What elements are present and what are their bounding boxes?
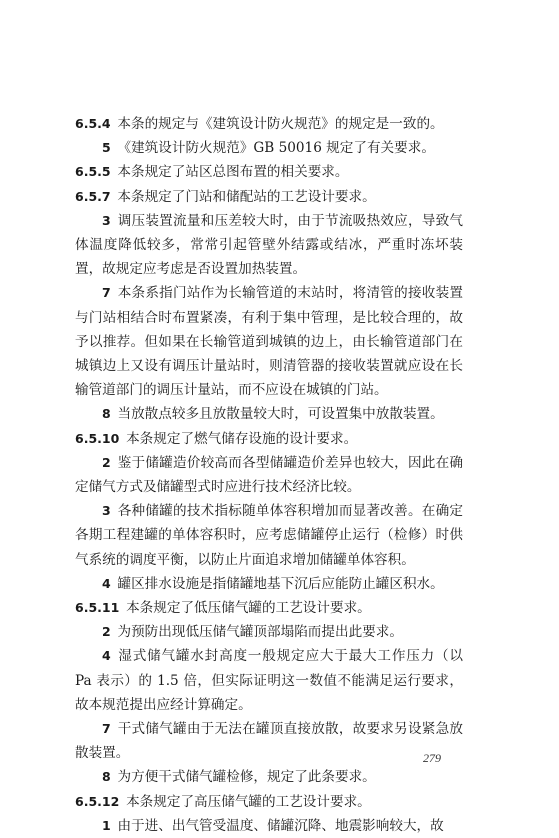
paragraph xyxy=(75,572,463,596)
clause-number: 4 xyxy=(102,575,111,591)
clause-text: 本条规定了门站和储配站的工艺设计要求。 xyxy=(117,188,376,205)
clause-text: 本条规定了低压储气罐的工艺设计要求。 xyxy=(126,600,371,617)
clause-number: 3 xyxy=(102,503,111,519)
clause-text: 调压装置流量和压差较大时，由于节流吸热效应，导致气体温度降低较多，常常引起管壁外结露或结冰，严重时冻坏装置，故规定应考虑是否设置加热装置。 xyxy=(75,212,463,278)
paragraph xyxy=(75,765,463,789)
paragraph xyxy=(75,499,463,572)
clause-number: 1 xyxy=(102,817,111,833)
clause-number: 6.5.12 xyxy=(75,793,120,809)
clause-text: 干式储气罐由于无法在罐顶直接放散，故要求另设紧急放散装置。 xyxy=(75,721,463,762)
paragraph xyxy=(75,160,463,184)
clause-number: 7 xyxy=(102,721,111,737)
clause-text: 本条规定了高压储气罐的工艺设计要求。 xyxy=(126,793,371,810)
page-number: 279 xyxy=(423,751,441,765)
clause-number: 6.5.10 xyxy=(75,430,120,446)
paragraph xyxy=(75,281,463,402)
clause-text: 本条系指门站作为长输管道的末站时，将清管的接收装置与门站相结合时布置紧凑，有利于集中管理，是比较合理的，故予以推荐。但如果在长输管道到城镇的边上，由长输管道部门在城镇边上又设有调压计量站时，则清管器的接收装置就应设在长输管道部门的调压计量站，而不应设在城镇的门站。 xyxy=(75,285,463,399)
clause-text: 本条规定了燃气储存设施的设计要求。 xyxy=(126,430,358,447)
paragraph xyxy=(75,814,463,838)
clause-text: 由于进、出气管受温度、储罐沉降、地震影响较大，故 xyxy=(117,817,444,834)
clause-number: 6.5.4 xyxy=(75,116,111,131)
body-text xyxy=(75,112,463,838)
paragraph xyxy=(75,112,463,136)
clause-text: 为方便干式储气罐检修，规定了此条要求。 xyxy=(117,769,376,786)
clause-number: 6.5.5 xyxy=(75,164,111,180)
clause-text: 本条规定了站区总图布置的相关要求。 xyxy=(117,164,349,181)
clause-number: 2 xyxy=(102,624,111,640)
clause-number: 6.5.11 xyxy=(75,600,120,616)
paragraph xyxy=(75,402,463,426)
clause-number: 8 xyxy=(102,406,111,422)
clause-number: 6.5.7 xyxy=(75,188,111,204)
clause-text: 为预防出现低压储气罐顶部塌陷而提出此要求。 xyxy=(117,624,403,641)
clause-text: 当放散点较多且放散量较大时，可设置集中放散装置。 xyxy=(117,406,444,423)
clause-text: 鉴于储罐造价较高而各型储罐造价差异也较大，因此在确定储气方式及储罐型式时应进行技术经济比较。 xyxy=(75,454,463,496)
clause-number: 5 xyxy=(102,140,111,156)
clause-text: 各种储罐的技术指标随单体容积增加而显著改善。在确定各期工程建罐的单体容积时，应考虑储罐停止运行（检修）时供气系统的调度平衡，以防止片面追求增加储罐单体容积。 xyxy=(75,503,463,568)
clause-text: 本条的规定与《建筑设计防火规范》的规定是一致的。 xyxy=(117,116,444,132)
paragraph xyxy=(75,209,463,282)
paragraph xyxy=(75,717,463,765)
paragraph xyxy=(75,185,463,209)
clause-text: 《建筑设计防火规范》GB 50016 规定了有关要求。 xyxy=(117,140,435,157)
clause-number: 4 xyxy=(102,648,111,664)
paragraph xyxy=(75,790,463,814)
paragraph xyxy=(75,427,463,451)
paragraph xyxy=(75,620,463,644)
clause-number: 8 xyxy=(102,769,111,785)
clause-number: 3 xyxy=(102,212,111,228)
clause-text: 罐区排水设施是指储罐地基下沉后应能防止罐区积水。 xyxy=(117,575,444,592)
clause-text: 湿式储气罐水封高度一般规定应大于最大工作压力（以 Pa 表示）的 1.5 倍，但实际证明这一数值不能满足运行要求，故本规范提出应经计算确定。 xyxy=(75,648,463,713)
paragraph xyxy=(75,136,463,160)
clause-number: 2 xyxy=(102,454,111,470)
paragraph xyxy=(75,644,463,717)
clause-number: 7 xyxy=(102,285,111,301)
paragraph xyxy=(75,596,463,620)
paragraph xyxy=(75,451,463,499)
